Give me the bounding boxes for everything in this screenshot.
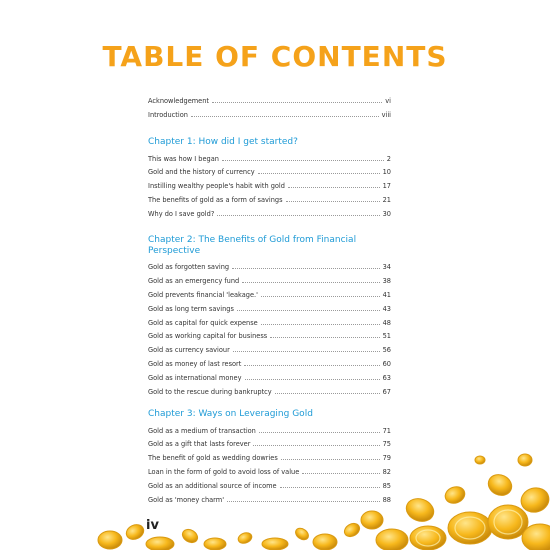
toc-entry-page: 82 xyxy=(382,468,391,477)
chapter-heading[interactable]: Chapter 3: Ways on Leveraging Gold xyxy=(148,409,313,419)
toc-entry[interactable] xyxy=(148,344,391,358)
toc-entry[interactable] xyxy=(148,95,391,109)
toc-entry-page: 34 xyxy=(382,263,391,271)
dot-leader xyxy=(261,324,380,325)
toc-entry[interactable] xyxy=(148,425,391,439)
toc-entry-page: 43 xyxy=(382,304,391,313)
toc-entry-label: Acknowledgement xyxy=(148,97,210,105)
dot-leader xyxy=(212,102,382,103)
dot-leader xyxy=(191,116,379,117)
toc-entry-label: This was how I began xyxy=(148,154,219,163)
dot-leader xyxy=(233,351,380,352)
toc-entry[interactable] xyxy=(148,275,391,289)
toc-entry[interactable] xyxy=(148,166,391,180)
dot-leader xyxy=(222,160,384,161)
dot-leader xyxy=(217,215,379,216)
toc-entry-label: Gold as a medium of transaction xyxy=(148,426,256,435)
chapter-1 xyxy=(148,137,391,222)
toc-entry-label: Instilling wealthy people's habit with gold xyxy=(148,182,285,191)
toc-entry-page: 63 xyxy=(382,374,391,383)
page-number: iv xyxy=(146,518,159,533)
toc-entry-label: Gold as international money xyxy=(148,374,242,383)
toc-entry-page: 38 xyxy=(382,276,391,285)
toc-entry-page: 71 xyxy=(382,426,391,435)
toc-entry-page: 79 xyxy=(382,454,391,463)
toc-entry-page: 41 xyxy=(382,290,391,299)
dot-leader xyxy=(237,310,380,311)
dot-leader xyxy=(288,187,380,188)
toc-entry[interactable] xyxy=(148,317,391,331)
dot-leader xyxy=(259,432,380,433)
toc-entry[interactable] xyxy=(148,372,391,386)
toc-entry-label: Gold as long term savings xyxy=(148,304,234,313)
toc-entry-label: Introduction xyxy=(148,110,188,119)
dot-leader xyxy=(270,337,379,338)
toc-entry-page: 56 xyxy=(382,346,391,355)
gold-coins-icon xyxy=(0,440,550,550)
toc-entry-label: Gold and the history of currency xyxy=(148,168,255,177)
toc-entry[interactable] xyxy=(148,208,391,222)
toc-entry-page: 2 xyxy=(386,154,391,163)
toc-entry[interactable] xyxy=(148,194,391,208)
toc-entry[interactable] xyxy=(148,289,391,303)
dot-leader xyxy=(245,379,380,380)
toc-entry-label: Loan in the form of gold to avoid loss of value xyxy=(148,468,300,477)
toc-entry-label: The benefit of gold as wedding dowries xyxy=(148,454,278,463)
front-matter xyxy=(148,95,391,123)
toc-entry-page: 75 xyxy=(382,440,391,449)
toc-entry-page: 51 xyxy=(382,332,391,341)
toc-entry-page: 60 xyxy=(382,360,391,369)
toc-entry-label: Gold as a gift that lasts forever xyxy=(148,440,251,449)
toc-entry-label: Gold as an additional source of income xyxy=(148,482,277,491)
toc-entry-page: 48 xyxy=(382,318,391,327)
toc-entry-page: 88 xyxy=(382,495,391,504)
toc-entry-label: Why do I save gold? xyxy=(148,210,215,219)
chapter-heading[interactable]: Chapter 1: How did I get started? xyxy=(148,137,298,147)
toc-entry[interactable] xyxy=(148,330,391,344)
dot-leader xyxy=(242,282,379,283)
toc-entry-page: 21 xyxy=(382,196,391,205)
dot-leader xyxy=(232,268,380,269)
dot-leader xyxy=(258,173,380,174)
dot-leader xyxy=(261,296,380,297)
toc-entry-label: The benefits of gold as a form of savings xyxy=(148,196,283,205)
toc-entry[interactable] xyxy=(148,109,391,123)
toc-entry-label: Gold as forgotten saving xyxy=(148,263,230,271)
toc-entry-label: Gold as currency saviour xyxy=(148,346,230,355)
dot-leader xyxy=(286,201,380,202)
toc-entry-label: Gold as capital for quick expense xyxy=(148,318,258,327)
chapter-2 xyxy=(148,235,391,400)
page-title: TABLE OF CONTENTS xyxy=(102,40,448,73)
toc-entry-page: 30 xyxy=(382,210,391,219)
toc-entry-label: Gold as 'money charm' xyxy=(148,495,225,504)
toc-entry-label: Gold as money of last resort xyxy=(148,360,242,369)
toc-entry[interactable] xyxy=(148,303,391,317)
dot-leader xyxy=(244,365,379,366)
toc-entry[interactable] xyxy=(148,180,391,194)
toc-entry[interactable] xyxy=(148,153,391,167)
toc-entry[interactable] xyxy=(148,386,391,400)
toc-entry-page: 85 xyxy=(382,482,391,491)
toc-entry-label: Gold as working capital for business xyxy=(148,332,268,341)
toc-entry-label: Gold to the rescue during bankruptcy xyxy=(148,388,272,397)
chapter-heading-line1: Chapter 2: The Benefits of Gold from Financial xyxy=(148,235,357,245)
toc-entry-page: viii xyxy=(381,110,391,119)
toc-entry-page: vi xyxy=(385,97,391,105)
toc-entry-label: Gold prevents financial 'leakage.' xyxy=(148,290,258,299)
dot-leader xyxy=(275,393,380,394)
toc-entry-page: 67 xyxy=(382,388,391,397)
toc-entry-label: Gold as an emergency fund xyxy=(148,276,240,285)
chapter-heading-line2: Perspective xyxy=(148,245,201,256)
toc-entry[interactable] xyxy=(148,358,391,372)
chapter-heading[interactable] xyxy=(148,235,391,256)
toc-entry[interactable] xyxy=(148,261,391,275)
toc-entry-page: 17 xyxy=(382,182,391,191)
toc-entry-page: 10 xyxy=(382,168,391,177)
